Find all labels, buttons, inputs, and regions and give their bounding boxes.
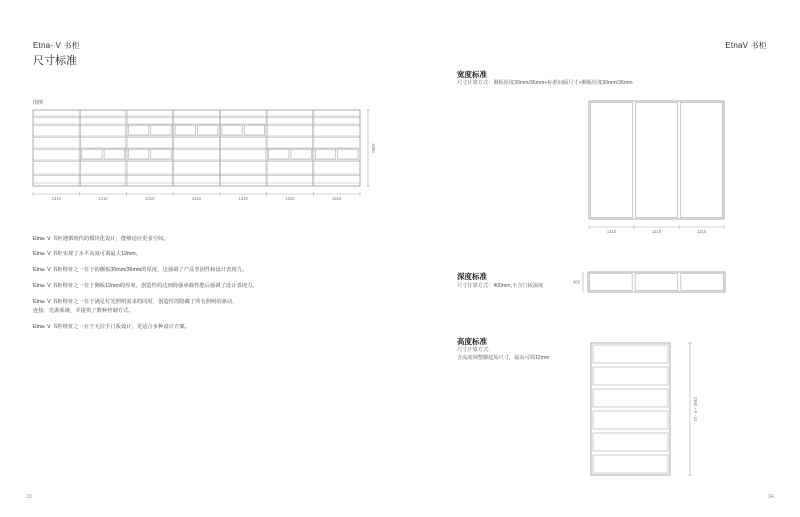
brand-label: Etna- V 书柜 [33,41,80,50]
paragraph-1: Etna- V 书柜遵循现代的模块化设计，能够适应更多空间。 [33,236,169,242]
door-panel [591,103,633,218]
drawer [175,125,195,135]
column-width-label: 1310 [145,196,155,201]
depth-compartment [590,274,633,291]
drawer [198,125,218,135]
drawer [291,149,311,159]
height-side-drawing [585,337,725,482]
page-title: 尺寸标准 [33,55,77,67]
figure-caption: 图例 [33,100,44,106]
shelf-compartment [593,411,668,429]
shelf-compartment [593,455,668,473]
paragraph-5: Etna- V 书柜特征之一在于满足灯光照明需求的同时，创造性的隐藏了所有照明的驱动、 [33,299,238,305]
paragraph-5-cont: 连接、光源系统，并提供了数种控制方式。 [33,308,134,314]
shelf-compartment [593,389,668,407]
column-width-label: 1310 [191,196,202,201]
height-standard-desc-1: 尺寸计算方式： [457,347,494,353]
column-width-label: 1310 [238,196,248,201]
depth-standard-title: 深度标准 [457,272,487,281]
column-width-label: 1310 [98,196,108,201]
brand-label: EtnaV 书柜 [725,41,767,50]
width-elevation-drawing [580,95,740,245]
drawer [128,125,148,135]
column-width-label: 1310 [331,196,342,201]
drawer [104,149,124,159]
bookcase-elevation-drawing [0,104,400,214]
depth-compartment [635,274,678,291]
depth-label: 400 [573,279,580,285]
height-label: 2390 + 0 - 12 [693,396,698,422]
column-width-label: 1310 [696,229,707,234]
right-page [400,0,800,517]
depth-outline [588,272,725,292]
drawer [338,149,358,159]
width-standard-title: 宽度标准 [457,70,487,79]
width-outline [589,101,724,219]
shelf-compartment [593,367,668,385]
paragraph-2: Etna- V 书柜实现了水平高度可调最大12mm。 [33,251,142,257]
height-label: 2390 [371,143,376,153]
door-panel [636,103,678,218]
drawer [222,125,242,135]
depth-plan-drawing [570,268,730,298]
column-width-label: 1310 [51,196,62,201]
drawer [269,149,289,159]
page-number: 34 [767,494,774,500]
drawer [151,125,171,135]
column-width-label: 1310 [606,229,617,234]
drawer [244,125,264,135]
page-number: 33 [26,494,33,500]
depth-standard-desc: 尺寸计算方式：400mm,不含门板深度 [457,283,544,289]
shelf-compartment [593,345,668,363]
drawer [128,149,148,159]
drawer [151,149,171,159]
paragraph-3: Etna- V 书柜特征之一在于的侧板30mm/36mm的厚度，这强调了产品坚固性和设计表现力。 [33,267,248,273]
shelf-compartment [593,433,668,451]
column-width-label: 1310 [285,196,295,201]
column-width-label: 1310 [651,229,662,234]
paragraph-6: Etna- V 书柜特征之一在于无拉手门板设计，更适合多种设计方案。 [33,324,190,330]
paragraph-4: Etna- V 书柜特征之一在于侧板12mm的厚度，创造性的达到倚强承载性能后强调了设计表现力。 [33,283,258,289]
door-panel [681,103,723,218]
height-standard-desc-2: 含高度调整脚起始尺寸，最高可调12mm [457,355,550,361]
depth-compartment [681,274,724,291]
drawer [315,149,335,159]
width-standard-desc: 尺寸计算方式：侧板厚度30mm/36mm+标准间隔尺寸+侧板厚度30mm/36mm [457,80,633,86]
drawer [82,149,102,159]
height-standard-title: 高度标准 [457,337,487,346]
